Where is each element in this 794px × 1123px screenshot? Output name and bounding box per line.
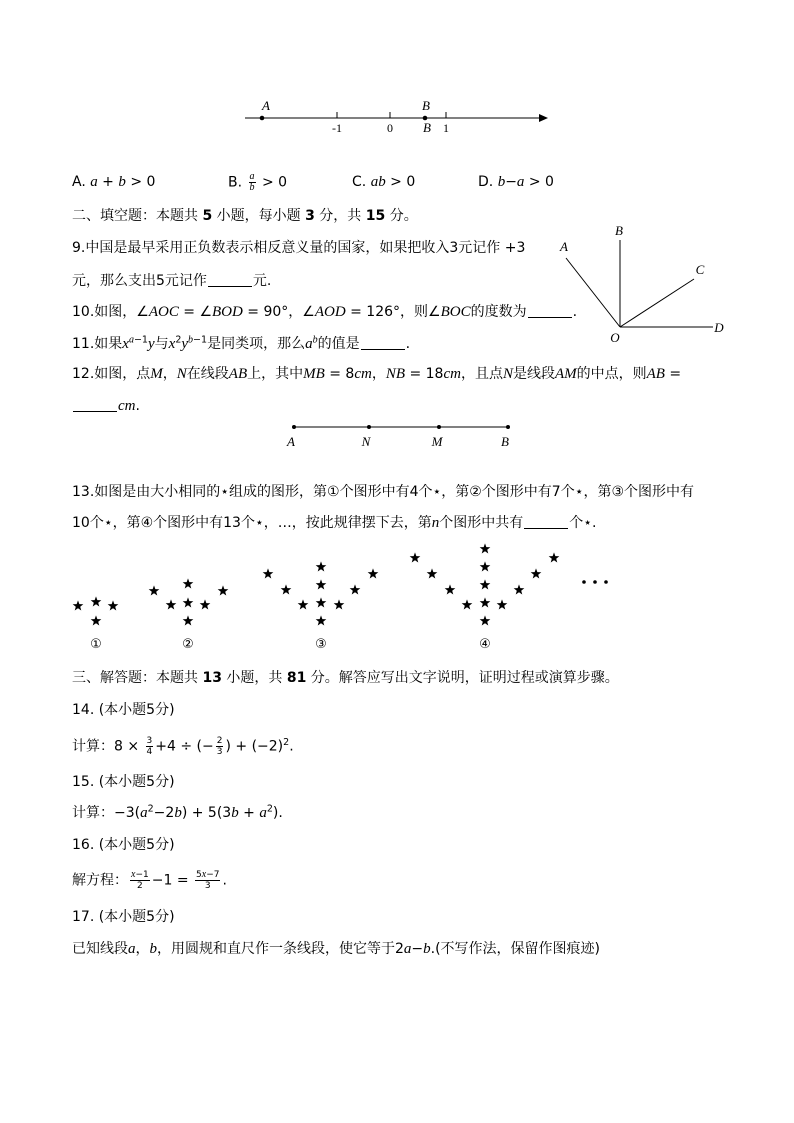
text-run: −1 <box>135 870 149 880</box>
star <box>316 561 327 571</box>
star <box>445 584 456 594</box>
q14-header: 14. (本小题5分) <box>72 702 175 718</box>
text-run: − <box>505 174 517 190</box>
math-symbol: AM <box>554 366 577 382</box>
text-run: ， <box>135 941 150 957</box>
star <box>73 600 84 610</box>
star <box>298 599 309 609</box>
text-run: > 0 <box>524 174 554 190</box>
text-run: 计算：8 × <box>72 738 144 755</box>
text-run: −1 <box>133 334 148 346</box>
segment-label-b: B <box>501 434 509 449</box>
math-symbol: NB <box>385 366 405 382</box>
figure-label-1: ① <box>90 637 102 652</box>
math-symbol: b <box>497 174 506 190</box>
star <box>480 579 491 589</box>
math-symbol: x <box>122 336 129 352</box>
q15-header: 15. (本小题5分) <box>72 774 175 790</box>
q16-body <box>72 870 227 890</box>
text-run: > 0 <box>257 174 288 191</box>
denominator <box>216 747 224 757</box>
bold-number: 13 <box>202 670 222 686</box>
segment-label-n: N <box>361 434 371 449</box>
star <box>531 568 542 578</box>
star <box>183 615 194 625</box>
text-run: − <box>411 941 424 957</box>
q14-body <box>72 736 294 756</box>
denominator <box>146 747 154 757</box>
star <box>316 615 327 625</box>
text-run: 已知线段 <box>72 941 128 957</box>
segment-label-a: A <box>287 434 295 449</box>
star <box>480 615 491 625</box>
text-run: + <box>97 174 119 190</box>
star <box>183 597 194 607</box>
text-run: 是同类项，那么 <box>207 336 306 352</box>
text-run: 3 <box>204 881 211 891</box>
star <box>218 585 229 595</box>
text-run: 元. <box>252 273 272 289</box>
text-run: 上，其中 <box>247 366 304 382</box>
star <box>549 552 560 562</box>
text-run: −7 <box>206 870 220 880</box>
denominator <box>136 881 144 891</box>
text-run: −2 <box>153 805 175 821</box>
star <box>183 578 194 588</box>
star <box>263 568 274 578</box>
text-run: B. <box>228 174 247 191</box>
math-symbol: AOC <box>148 304 179 320</box>
text-run: 小题，共 <box>221 670 287 686</box>
text-run: + <box>238 805 260 821</box>
text-run: ) + (−2) <box>225 738 284 755</box>
math-symbol: y <box>147 336 155 352</box>
angle-label-c: C <box>695 262 705 277</box>
label-b-bottom: B <box>423 120 431 135</box>
math-symbol: a <box>90 174 98 190</box>
math-symbol: a <box>305 336 313 352</box>
math-symbol: n <box>431 515 440 531</box>
star <box>316 579 327 589</box>
text-run: = 126°，则∠ <box>345 304 441 320</box>
text-run: 2 <box>147 803 154 815</box>
math-symbol: a <box>249 171 255 182</box>
math-symbol: M <box>150 366 163 382</box>
star <box>480 597 491 607</box>
math-symbol: BOC <box>440 304 471 320</box>
label-1: 1 <box>443 121 449 135</box>
text-run: = 90°，∠ <box>242 304 315 320</box>
text-run: 2 <box>175 334 182 346</box>
math-symbol: b <box>188 334 194 346</box>
text-run: 10.如图，∠ <box>72 304 149 320</box>
angle-label-d: D <box>714 320 724 335</box>
math-symbol: cm <box>118 398 136 414</box>
star <box>108 600 119 610</box>
text-run: 3 <box>216 747 223 757</box>
math-symbol: b <box>249 182 255 193</box>
bold-number: 81 <box>286 670 307 686</box>
text-run: . <box>135 398 140 414</box>
q17-header: 17. (本小题5分) <box>72 909 175 925</box>
math-symbol: MB <box>303 366 325 382</box>
text-run: 计算：−3( <box>72 805 141 821</box>
numerator <box>130 870 150 881</box>
star <box>149 585 160 595</box>
q16-header: 16. (本小题5分) <box>72 837 175 853</box>
text-run: D. <box>478 174 498 190</box>
math-symbol: a <box>259 805 267 821</box>
text-run: 解方程： <box>72 872 128 889</box>
fraction <box>130 870 150 891</box>
bold-number: 3 <box>305 208 315 224</box>
text-run: 13.如图是由大小相同的⋆组成的图形，第①个图形中有4个⋆，第②个图形中有7个⋆，第③个图形中有 <box>72 484 695 500</box>
star <box>480 543 491 553</box>
text-run: = 18 <box>405 366 444 382</box>
text-run: 是线段 <box>512 366 555 382</box>
text-run: = 8 <box>324 366 355 382</box>
ellipsis-dot <box>593 580 597 584</box>
text-run: ) + 5(3 <box>181 805 232 821</box>
math-symbol: a <box>403 941 412 957</box>
text-run: 在线段 <box>186 366 229 382</box>
text-run: −1 <box>193 334 208 346</box>
text-run: 5 <box>196 870 202 880</box>
math-symbol: N <box>502 366 513 382</box>
text-run: 三、解答题：本题共 <box>72 670 203 686</box>
math-symbol: b <box>423 941 431 957</box>
text-run: 二、填空题：本题共 <box>72 208 203 224</box>
label-b-top: B <box>422 98 430 113</box>
text-run: 2 <box>266 803 273 815</box>
math-symbol: y <box>181 336 189 352</box>
figure-label-2: ② <box>182 637 194 652</box>
text-run: 11.如果 <box>72 336 123 352</box>
text-run: 分，共 <box>314 208 366 224</box>
text-run: ，且点 <box>460 366 503 382</box>
ellipsis-dot <box>582 580 586 584</box>
label-neg1: -1 <box>332 121 342 135</box>
text-run: ， <box>162 366 177 382</box>
star <box>514 584 525 594</box>
q17-body <box>72 939 600 959</box>
text-run: ，用圆规和直尺作一条线段，使它等于2 <box>157 941 404 957</box>
text-run: 12.如图，点 <box>72 366 151 382</box>
text-run: = <box>664 366 682 382</box>
text-run: 个图形中共有 <box>439 515 524 531</box>
bold-number: 15 <box>365 208 386 224</box>
text-run: 的度数为 <box>470 304 527 320</box>
math-symbol: AOD <box>314 304 346 320</box>
text-run: . <box>289 738 294 755</box>
text-run: ， <box>371 366 386 382</box>
star <box>368 568 379 578</box>
text-run: . <box>222 872 227 889</box>
star <box>334 599 345 609</box>
angle-label-o: O <box>610 330 620 345</box>
text-run: 与 <box>154 336 169 352</box>
denominator <box>204 881 212 891</box>
math-symbol: a <box>128 334 134 346</box>
fraction <box>216 736 224 757</box>
text-run: 2 <box>216 736 223 746</box>
star <box>462 599 473 609</box>
text-run: > 0 <box>125 174 156 190</box>
math-symbol: b <box>174 805 182 821</box>
text-run: 9.中国是最早采用正负数表示相反意义量的国家，如果把收入3元记作 +3 <box>72 240 526 256</box>
text-run: A. <box>72 174 91 190</box>
math-symbol: x <box>168 336 176 352</box>
text-run: C. <box>352 174 371 190</box>
text-run: 小题，每小题 <box>212 208 306 224</box>
angle-label-a: A <box>560 239 568 254</box>
text-run: 3 <box>146 736 153 746</box>
math-symbol: b <box>118 174 126 190</box>
text-run: .(不写作法，保留作图痕迹) <box>430 941 601 957</box>
text-run: 的值是 <box>317 336 360 352</box>
math-symbol: b <box>149 941 157 957</box>
star-figure-2 <box>149 578 229 625</box>
segment-label-m: M <box>431 434 443 449</box>
math-symbol: a <box>128 941 136 957</box>
text-run: = ∠ <box>178 304 213 320</box>
star <box>91 615 102 625</box>
angle-label-b: B <box>615 223 623 238</box>
math-symbol: BOD <box>212 304 243 320</box>
math-symbol: b <box>312 334 318 346</box>
star-figure-1 <box>73 596 119 625</box>
math-symbol: N <box>176 366 187 382</box>
ellipsis-dot <box>604 580 608 584</box>
text-run: +4 ÷ (− <box>155 738 214 755</box>
text-run: 4 <box>146 747 153 757</box>
math-symbol: ab <box>370 174 386 190</box>
text-run: 2 <box>283 736 290 748</box>
numerator <box>216 736 224 747</box>
text-run: 个⋆. <box>569 515 597 531</box>
star <box>497 599 508 609</box>
text-run: 分。解答应写出文字说明，证明过程或演算步骤。 <box>306 670 619 686</box>
bold-number: 5 <box>202 208 213 224</box>
star <box>200 599 211 609</box>
numerator <box>146 736 154 747</box>
text-run: 的中点，则 <box>576 366 647 382</box>
text-run: > 0 <box>385 174 416 190</box>
math-symbol: x <box>131 869 136 880</box>
text-run: 10个⋆，第④个图形中有13个⋆，…，按此规律摆下去，第 <box>72 515 432 531</box>
star-figure-4 <box>410 543 560 625</box>
fraction <box>195 870 220 891</box>
star <box>480 561 491 571</box>
text-run: . <box>572 304 578 320</box>
star <box>166 599 177 609</box>
q15-body <box>72 803 283 823</box>
fraction <box>146 736 154 757</box>
text-run: −1 = <box>151 872 194 889</box>
math-symbol: x <box>201 869 207 880</box>
star <box>281 584 292 594</box>
math-symbol: cm <box>443 366 461 382</box>
star <box>350 584 361 594</box>
text-run: 分。 <box>385 208 418 224</box>
label-a: A <box>262 98 270 113</box>
star <box>410 552 421 562</box>
label-0: 0 <box>387 121 393 135</box>
star <box>91 596 102 606</box>
text-run: 元，那么支出5元记作 <box>72 273 207 289</box>
math-symbol: AB <box>228 366 248 382</box>
figure-label-3: ③ <box>315 637 327 652</box>
math-symbol: b <box>231 805 239 821</box>
math-symbol: a <box>516 174 525 190</box>
star-figure-3 <box>263 561 379 625</box>
math-symbol: AB <box>646 366 665 382</box>
star <box>427 568 438 578</box>
figure-label-4: ④ <box>479 637 491 652</box>
math-symbol: cm <box>354 366 372 382</box>
text-run: . <box>405 336 411 352</box>
text-run: ). <box>272 805 283 821</box>
section3-heading <box>72 668 619 688</box>
math-symbol: a <box>140 805 148 821</box>
text-run: 2 <box>137 881 143 891</box>
star <box>316 597 327 607</box>
numerator <box>195 870 220 881</box>
